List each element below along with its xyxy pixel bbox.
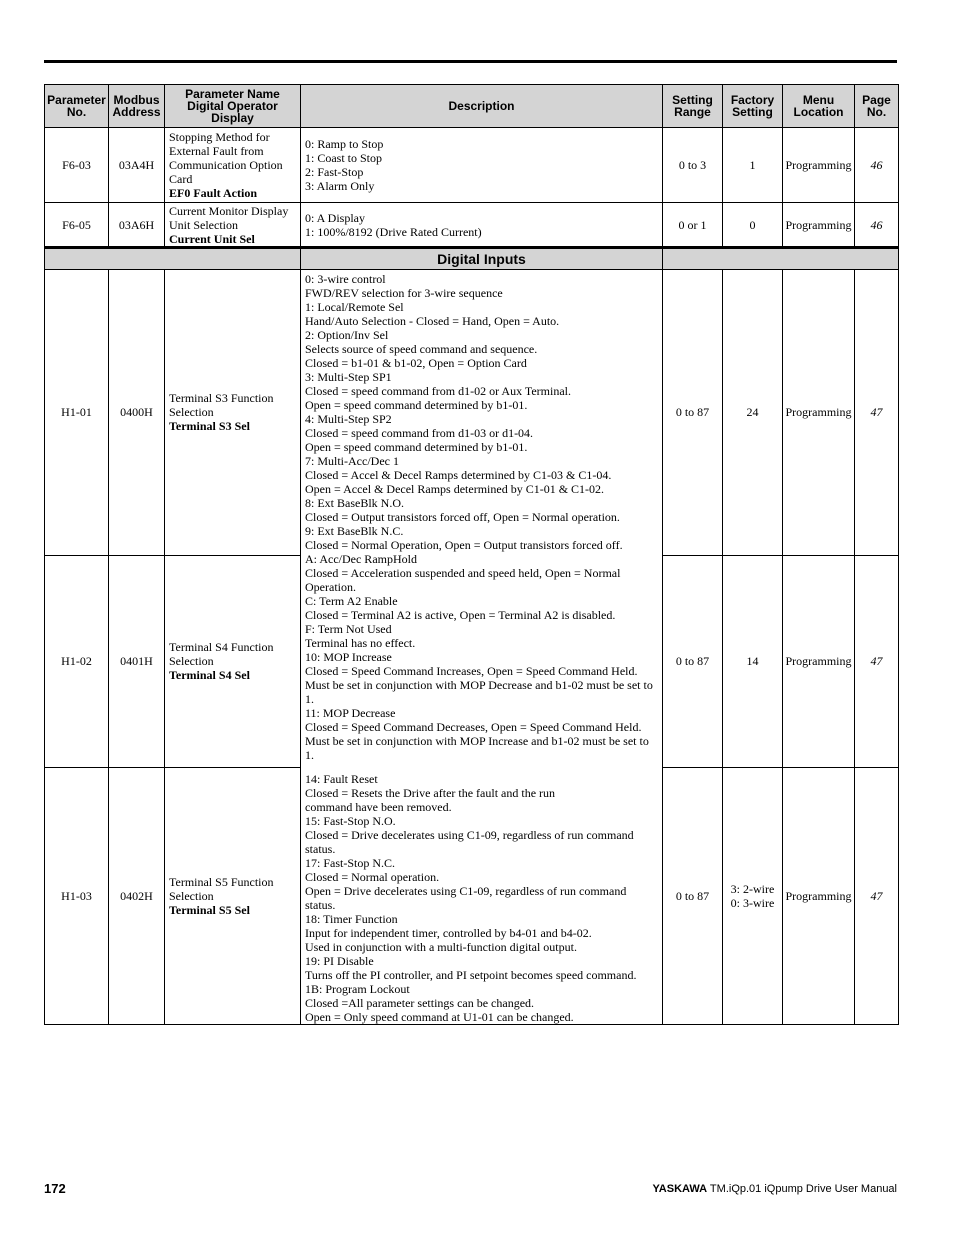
desc-line: Closed = Normal operation. [305, 870, 440, 884]
section-spacer [45, 248, 301, 270]
desc-line: Closed = Output transistors forced off, Open = Normal operation. [305, 510, 620, 524]
param-name-line: External Fault from [169, 144, 264, 158]
param-name-line: Selection [169, 405, 214, 420]
description [301, 203, 663, 248]
param-name-line: Terminal S4 Function [169, 640, 274, 655]
param-name-line: Communication Option [169, 158, 283, 172]
section-spacer [663, 248, 899, 270]
desc-line: 2: Option/Inv Sel [305, 328, 389, 342]
desc-line: 1B: Program Lockout [305, 982, 410, 996]
setting-range: 0 to 3 [663, 128, 723, 203]
param-name [165, 270, 301, 556]
desc-line: Hand/Auto Selection - Closed = Hand, Open = Auto. [305, 314, 560, 328]
desc-line: 17: Fast-Stop N.C. [305, 856, 396, 870]
param-name-line: Current Monitor Display [169, 203, 289, 218]
desc-block-2 [305, 552, 658, 762]
description [301, 128, 663, 203]
footer-manual-title [652, 1183, 897, 1195]
setting-range: 0 to 87 [663, 767, 723, 1024]
param-name [165, 555, 301, 767]
table-header-row [45, 85, 899, 128]
desc-line: 9: Ext BaseBlk N.C. [305, 524, 404, 538]
section-row [45, 248, 899, 270]
header-param-no: Parameter No. [45, 85, 109, 128]
desc-line: Closed = Resets the Drive after the fault and the run [305, 786, 556, 800]
desc-line: Closed = Speed Command Decreases, Open = Speed Command Held. Must be set in conjunction with MOP Increase and b1-02 must be set to 1. [305, 720, 649, 762]
header-menu-location: Menu Location [783, 85, 855, 128]
param-no: F6-05 [45, 203, 109, 248]
setting-range: 0 to 87 [663, 555, 723, 767]
desc-block-1 [305, 272, 658, 552]
page-link[interactable]: 47 [855, 555, 899, 767]
menu-location: Programming [783, 270, 855, 556]
param-name-line: Terminal S5 Function [169, 874, 274, 889]
page-number: 172 [44, 1181, 66, 1196]
desc-line: Closed = Drive decelerates using C1-09, regardless of run command status. [305, 828, 634, 856]
factory-setting: 1 [723, 128, 783, 203]
brand-name: YASKAWA [652, 1183, 708, 1195]
desc-line: Closed = Normal Operation, Open = Output transistors forced off. [305, 538, 623, 552]
setting-range: 0 to 87 [663, 270, 723, 556]
desc-line: Open = speed command determined by b1-01. [305, 398, 528, 412]
factory-setting: 14 [723, 555, 783, 767]
page-link[interactable]: 46 [855, 128, 899, 203]
factory-setting-line: 3: 2-wire [730, 881, 775, 896]
desc-line: 10: MOP Increase [305, 650, 392, 664]
menu-location: Programming [783, 203, 855, 248]
desc-line: 18: Timer Function [305, 912, 398, 926]
desc-line: 15: Fast-Stop N.O. [305, 814, 396, 828]
param-name [165, 767, 301, 1024]
table-row [45, 128, 899, 203]
menu-location: Programming [783, 555, 855, 767]
param-name [165, 128, 301, 203]
menu-location: Programming [783, 767, 855, 1024]
factory-setting [723, 767, 783, 1024]
desc-line: FWD/REV selection for 3-wire sequence [305, 286, 503, 300]
header-rule [44, 60, 897, 63]
setting-range: 0 or 1 [663, 203, 723, 248]
desc-line: Closed = b1-01 & b1-02, Open = Option Card [305, 356, 527, 370]
desc-line: Closed =All parameter settings can be changed. [305, 996, 535, 1010]
header-page-no: Page No. [855, 85, 899, 128]
desc-line: Terminal has no effect. [305, 636, 416, 650]
page-link[interactable]: 47 [855, 767, 899, 1024]
desc-line: 0: Ramp to Stop [305, 137, 384, 151]
desc-line: 19: PI Disable [305, 954, 374, 968]
desc-line: 8: Ext BaseBlk N.O. [305, 496, 404, 510]
factory-setting-line: 0: 3-wire [730, 895, 775, 910]
desc-line: Closed = Accel & Decel Ramps determined by C1-03 & C1-04. [305, 468, 612, 482]
desc-line: command have been removed. [305, 800, 452, 814]
modbus-address: 0401H [109, 555, 165, 767]
desc-line: 11: MOP Decrease [305, 706, 396, 720]
param-display-name: Terminal S3 Sel [169, 419, 250, 434]
table-row [45, 270, 899, 556]
factory-setting: 24 [723, 270, 783, 556]
param-display-name: EF0 Fault Action [169, 186, 258, 200]
desc-line: Selects source of speed command and sequence. [305, 342, 538, 356]
desc-line: 3: Multi-Step SP1 [305, 370, 392, 384]
desc-line: 1: Local/Remote Sel [305, 300, 404, 314]
param-name-line: Unit Selection [169, 217, 238, 232]
desc-line: Closed = speed command from d1-03 or d1-04. [305, 426, 534, 440]
header-modbus: Modbus Address [109, 85, 165, 128]
desc-line: 0: 3-wire control [305, 272, 386, 286]
desc-line: Open = speed command determined by b1-01. [305, 440, 528, 454]
param-no: F6-03 [45, 128, 109, 203]
desc-line: Closed = Speed Command Increases, Open = Speed Command Held. Must be set in conjunction with MOP Decrease and b1-02 must be set to 1. [305, 664, 653, 706]
param-display-name: Terminal S5 Sel [169, 902, 250, 917]
desc-line: A: Acc/Dec RampHold [305, 552, 417, 566]
desc-line: 14: Fault Reset [305, 772, 378, 786]
menu-location: Programming [783, 128, 855, 203]
modbus-address: 0402H [109, 767, 165, 1024]
desc-line: Open = Drive decelerates using C1-09, regardless of run command status. [305, 884, 627, 912]
header-param-name: Parameter Name Digital Operator Display [165, 85, 301, 128]
header-setting-range: Setting Range [663, 85, 723, 128]
desc-line: 3: Alarm Only [305, 179, 375, 193]
desc-line: Closed = Acceleration suspended and speed held, Open = Normal Operation. [305, 566, 621, 594]
desc-line: 4: Multi-Step SP2 [305, 412, 392, 426]
param-name-line: Card [169, 172, 193, 186]
param-name-line: Selection [169, 888, 214, 903]
desc-line: Input for independent timer, controlled by b4-01 and b4-02. [305, 926, 592, 940]
param-name-line: Selection [169, 654, 214, 669]
param-display-name: Current Unit Sel [169, 231, 255, 246]
desc-line: Closed = speed command from d1-02 or Aux Terminal. [305, 384, 571, 398]
header-factory-setting: Factory Setting [723, 85, 783, 128]
desc-line: Open = Accel & Decel Ramps determined by C1-01 & C1-02. [305, 482, 605, 496]
desc-line: 1: Coast to Stop [305, 151, 383, 165]
modbus-address: 0400H [109, 270, 165, 556]
manual-name: TM.iQp.01 iQpump Drive User Manual [707, 1183, 897, 1195]
page-link[interactable]: 46 [855, 203, 899, 248]
desc-line: C: Term A2 Enable [305, 594, 398, 608]
desc-line: 2: Fast-Stop [305, 165, 364, 179]
desc-line: Turns off the PI controller, and PI setpoint becomes speed command. [305, 968, 637, 982]
header-description: Description [301, 85, 663, 128]
desc-block-3 [305, 772, 658, 1024]
param-display-name: Terminal S4 Sel [169, 668, 250, 683]
desc-line: Used in conjunction with a multi-function digital output. [305, 940, 577, 954]
desc-line: 1: 100%/8192 (Drive Rated Current) [305, 224, 482, 239]
page-link[interactable]: 47 [855, 270, 899, 556]
desc-line: Open = Only speed command at U1-01 can be changed. [305, 1010, 574, 1024]
param-no: H1-03 [45, 767, 109, 1024]
param-name-line: Terminal S3 Function [169, 391, 274, 406]
param-no: H1-01 [45, 270, 109, 556]
param-name-line: Stopping Method for [169, 130, 270, 144]
parameter-table [44, 84, 899, 1025]
table-row [45, 203, 899, 248]
param-name [165, 203, 301, 248]
section-title: Digital Inputs [301, 248, 663, 270]
param-no: H1-02 [45, 555, 109, 767]
desc-line: 0: A Display [305, 210, 366, 225]
desc-line: Closed = Terminal A2 is active, Open = Terminal A2 is disabled. [305, 608, 616, 622]
description [301, 270, 663, 1025]
desc-line: 7: Multi-Acc/Dec 1 [305, 454, 399, 468]
modbus-address: 03A6H [109, 203, 165, 248]
desc-line: F: Term Not Used [305, 622, 392, 636]
factory-setting: 0 [723, 203, 783, 248]
modbus-address: 03A4H [109, 128, 165, 203]
